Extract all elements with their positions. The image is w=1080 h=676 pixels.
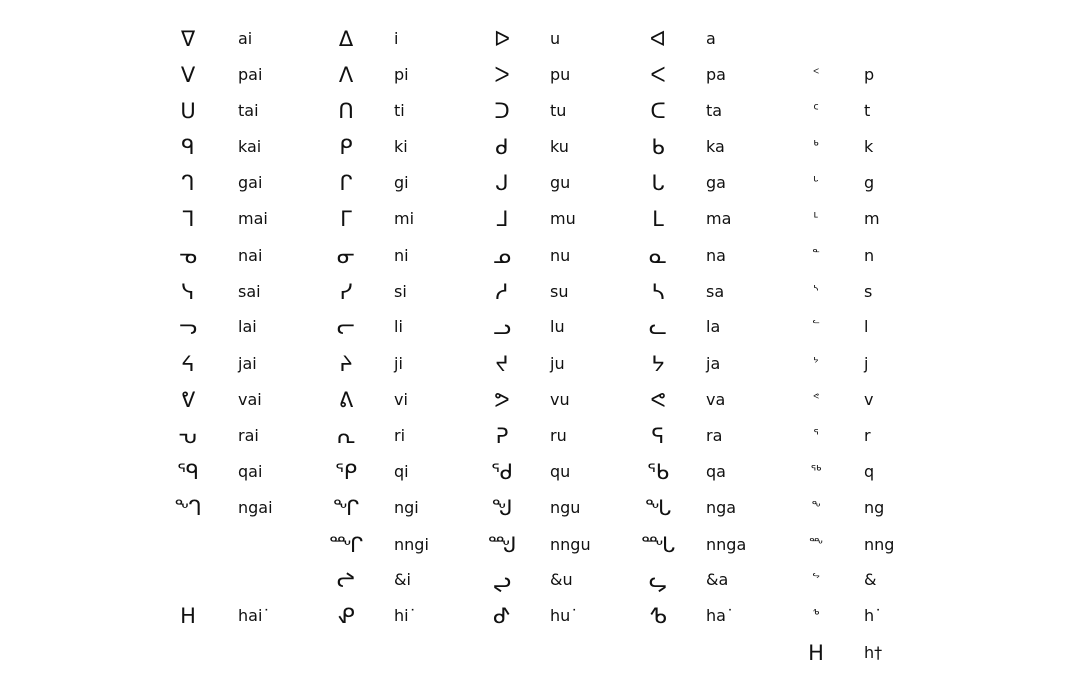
syllabic-glyph: ᓱ xyxy=(495,280,509,304)
romanization-label: pu xyxy=(550,65,571,84)
romanization-label: qai xyxy=(238,462,263,481)
romanization-label: u xyxy=(550,29,561,48)
syllabic-glyph: ᐁ xyxy=(180,27,196,51)
syllabic-glyph: ᕗ xyxy=(494,388,510,412)
syllabic-glyph: ᓪ xyxy=(812,319,820,334)
romanization-label: ka xyxy=(706,137,725,156)
syllabic-glyph: ᐯ xyxy=(180,63,196,87)
romanization-label: p xyxy=(864,65,875,84)
syllabic-glyph: ᒪ xyxy=(652,207,664,231)
syllabic-glyph: ᔨ xyxy=(339,352,353,376)
romanization-label: va xyxy=(706,390,726,409)
romanization-label: lai xyxy=(238,317,257,336)
romanization-label: ri xyxy=(394,426,406,445)
syllabic-glyph: ᑭ xyxy=(339,135,353,159)
romanization-label: hu˙ xyxy=(550,606,579,625)
romanization-label: vu xyxy=(550,390,570,409)
romanization-label: nng xyxy=(864,535,895,554)
romanization-label: gu xyxy=(550,173,571,192)
syllabic-glyph: ᔭ xyxy=(651,352,665,376)
syllabic-glyph: ᒋ xyxy=(339,171,353,195)
romanization-label: mai xyxy=(238,209,268,228)
romanization-label: tai xyxy=(238,101,259,120)
syllabic-glyph: ᓗ xyxy=(493,315,511,339)
romanization-label: ju xyxy=(550,354,565,373)
romanization-label: a xyxy=(706,29,716,48)
romanization-label: g xyxy=(864,173,875,192)
romanization-label: sa xyxy=(706,282,725,301)
romanization-label: kai xyxy=(238,137,262,156)
syllabic-glyph: ᖁ xyxy=(491,460,513,484)
romanization-label: k xyxy=(864,137,874,156)
romanization-label: gai xyxy=(238,173,263,192)
syllabic-glyph: ᒥ xyxy=(340,207,352,231)
syllabic-glyph: ᓴ xyxy=(651,280,665,304)
romanization-label: n xyxy=(864,246,875,265)
romanization-label: hai˙ xyxy=(238,606,271,625)
syllabic-glyph: ᑦ xyxy=(813,103,819,118)
romanization-label: l xyxy=(864,317,869,336)
romanization-label: nu xyxy=(550,246,571,265)
romanization-label: q xyxy=(864,462,875,481)
romanization-label: ra xyxy=(706,426,723,445)
syllabic-glyph: ᓀ xyxy=(179,244,197,268)
syllabic-glyph: H xyxy=(808,641,824,665)
syllabic-glyph: ᐊ xyxy=(649,27,667,51)
syllabic-glyph: ᐱ xyxy=(338,63,354,87)
syllabic-glyph: ᐅ xyxy=(493,27,511,51)
romanization-label: mu xyxy=(550,209,576,228)
romanization-label: i xyxy=(394,29,399,48)
syllabic-glyph: ᑕ xyxy=(650,99,666,123)
romanization-label: nnga xyxy=(706,535,747,554)
romanization-label: t xyxy=(864,101,871,120)
romanization-label: nngi xyxy=(394,535,429,554)
romanization-label: na xyxy=(706,246,726,265)
syllabic-glyph: ᙯ xyxy=(177,460,199,484)
romanization-label: pa xyxy=(706,65,726,84)
romanization-label: ngai xyxy=(238,498,273,517)
romanization-label: h† xyxy=(864,643,883,662)
romanization-label: ha˙ xyxy=(706,606,734,625)
syllabic-glyph: ᓄ xyxy=(493,244,511,268)
syllabic-glyph: ᕷ xyxy=(493,604,511,628)
syllabic-glyph: ᑎ xyxy=(338,99,354,123)
romanization-label: qa xyxy=(706,462,726,481)
romanization-label: ku xyxy=(550,137,569,156)
syllabic-glyph: ᒧ xyxy=(495,207,509,231)
syllabic-glyph: ᕵ xyxy=(337,604,355,628)
romanization-label: & xyxy=(864,570,877,589)
syllabic-glyph: ᑐ xyxy=(494,99,510,123)
syllabic-glyph: ᓯ xyxy=(339,280,353,304)
romanization-label: s xyxy=(864,282,873,301)
syllabic-glyph: ᖃ xyxy=(647,460,669,484)
romanization-label: ng xyxy=(864,498,885,517)
romanization-label: ai xyxy=(238,29,253,48)
romanization-label: ga xyxy=(706,173,726,192)
syllabic-glyph: ᕓ xyxy=(180,388,196,412)
syllabic-glyph: ᖢ xyxy=(493,568,511,592)
syllabic-glyph: ᔪ xyxy=(495,352,509,376)
syllabic-glyph: ᒣ xyxy=(181,207,195,231)
romanization-label: ngi xyxy=(394,498,419,517)
syllabic-glyph: ᓂ xyxy=(337,244,355,268)
romanization-label: lu xyxy=(550,317,565,336)
syllabic-glyph: ᑌ xyxy=(180,99,196,123)
syllabic-glyph: ᕹ xyxy=(649,604,667,628)
syllabic-glyph: ᖤ xyxy=(649,568,667,592)
romanization-label: m xyxy=(864,209,880,228)
romanization-label: &u xyxy=(550,570,573,589)
romanization-label: qi xyxy=(394,462,409,481)
romanization-label: tu xyxy=(550,101,567,120)
romanization-label: h˙ xyxy=(864,606,883,625)
romanization-label: r xyxy=(864,426,871,445)
syllabic-glyph: ᕈ xyxy=(495,424,509,448)
syllabic-glyph: ᑯ xyxy=(495,135,509,159)
syllabic-glyph: ᑫ xyxy=(181,135,195,159)
syllabic-glyph: ᕝ xyxy=(812,392,820,407)
syllabic-glyph: ᑲ xyxy=(651,135,665,159)
romanization-label: nai xyxy=(238,246,263,265)
syllabic-glyph: ᒍ xyxy=(495,171,509,195)
romanization-label: su xyxy=(550,282,569,301)
syllabic-glyph: ᕼ xyxy=(180,604,196,628)
syllabic-glyph: ᒉ xyxy=(181,171,195,195)
romanization-label: vi xyxy=(394,390,408,409)
romanization-label: pai xyxy=(238,65,263,84)
syllabic-glyph: ᖖ xyxy=(809,537,823,552)
syllabic-glyph: ᖏ xyxy=(332,496,360,520)
syllabic-glyph: ᖅ xyxy=(810,464,822,479)
syllabic-glyph: ᙰ xyxy=(174,496,202,520)
romanization-label: ma xyxy=(706,209,732,228)
syllabic-glyph: ᕻ xyxy=(812,608,820,623)
syllabic-glyph: ᓇ xyxy=(649,244,667,268)
syllabic-glyph: ᔅ xyxy=(813,284,819,299)
romanization-label: hi˙ xyxy=(394,606,417,625)
syllabic-glyph: ᕋ xyxy=(651,424,665,448)
romanization-label: sai xyxy=(238,282,261,301)
romanization-label: jai xyxy=(238,354,257,373)
romanization-label: qu xyxy=(550,462,571,481)
syllabic-glyph: ᒡ xyxy=(813,175,819,190)
syllabic-glyph: ᒻ xyxy=(813,211,819,226)
romanization-label: la xyxy=(706,317,721,336)
romanization-label: ni xyxy=(394,246,409,265)
syllabic-glyph: ᕆ xyxy=(336,424,356,448)
romanization-label: ti xyxy=(394,101,405,120)
syllabic-glyph: ᔦ xyxy=(181,352,195,376)
romanization-label: ki xyxy=(394,137,408,156)
syllabic-glyph: ᓭ xyxy=(181,280,195,304)
syllabic-glyph: ᓚ xyxy=(649,315,667,339)
romanization-label: &a xyxy=(706,570,729,589)
syllabic-glyph: ᔾ xyxy=(813,356,819,371)
syllabic-glyph: ᖓ xyxy=(644,496,672,520)
romanization-label: si xyxy=(394,282,407,301)
syllabic-glyph: ᐸ xyxy=(650,63,666,87)
romanization-label: ja xyxy=(706,354,721,373)
syllabic-glyph: ᕃ xyxy=(178,424,198,448)
romanization-label: ngu xyxy=(550,498,581,517)
romanization-label: ta xyxy=(706,101,723,120)
romanization-label: rai xyxy=(238,426,259,445)
syllabic-glyph: ᒃ xyxy=(813,139,819,154)
syllabic-glyph: ᖦ xyxy=(812,572,820,587)
syllabic-glyph: ᒐ xyxy=(651,171,665,195)
syllabic-glyph: ᕿ xyxy=(335,460,357,484)
syllabic-glyph: ᕐ xyxy=(813,428,819,443)
syllabic-glyph: ᓕ xyxy=(337,315,355,339)
syllabic-glyph: ᖑ xyxy=(491,496,513,520)
romanization-label: pi xyxy=(394,65,409,84)
syllabic-glyph: ᑉ xyxy=(812,67,820,82)
romanization-label: mi xyxy=(394,209,415,228)
syllabic-glyph: ᙳ xyxy=(487,533,517,557)
romanization-label: j xyxy=(864,354,869,373)
syllabic-glyph: ᖕ xyxy=(811,500,821,515)
syllabic-glyph: ᕙ xyxy=(650,388,666,412)
romanization-label: vai xyxy=(238,390,262,409)
romanization-label: v xyxy=(864,390,874,409)
syllabic-glyph: ᐳ xyxy=(494,63,510,87)
syllabic-glyph: ᖠ xyxy=(337,568,355,592)
romanization-label: nga xyxy=(706,498,737,517)
romanization-label: li xyxy=(394,317,403,336)
romanization-label: ji xyxy=(394,354,403,373)
syllabic-glyph: ᐃ xyxy=(338,27,354,51)
syllabic-glyph: ᓓ xyxy=(179,315,197,339)
romanization-label: gi xyxy=(394,173,409,192)
syllabic-glyph: ᙱ xyxy=(328,533,364,557)
romanization-label: nngu xyxy=(550,535,591,554)
syllabic-glyph: ᕕ xyxy=(338,388,354,412)
syllabic-glyph: ᙵ xyxy=(640,533,676,557)
romanization-label: &i xyxy=(394,570,411,589)
romanization-label: ru xyxy=(550,426,567,445)
syllabic-glyph: ᓐ xyxy=(812,248,820,263)
